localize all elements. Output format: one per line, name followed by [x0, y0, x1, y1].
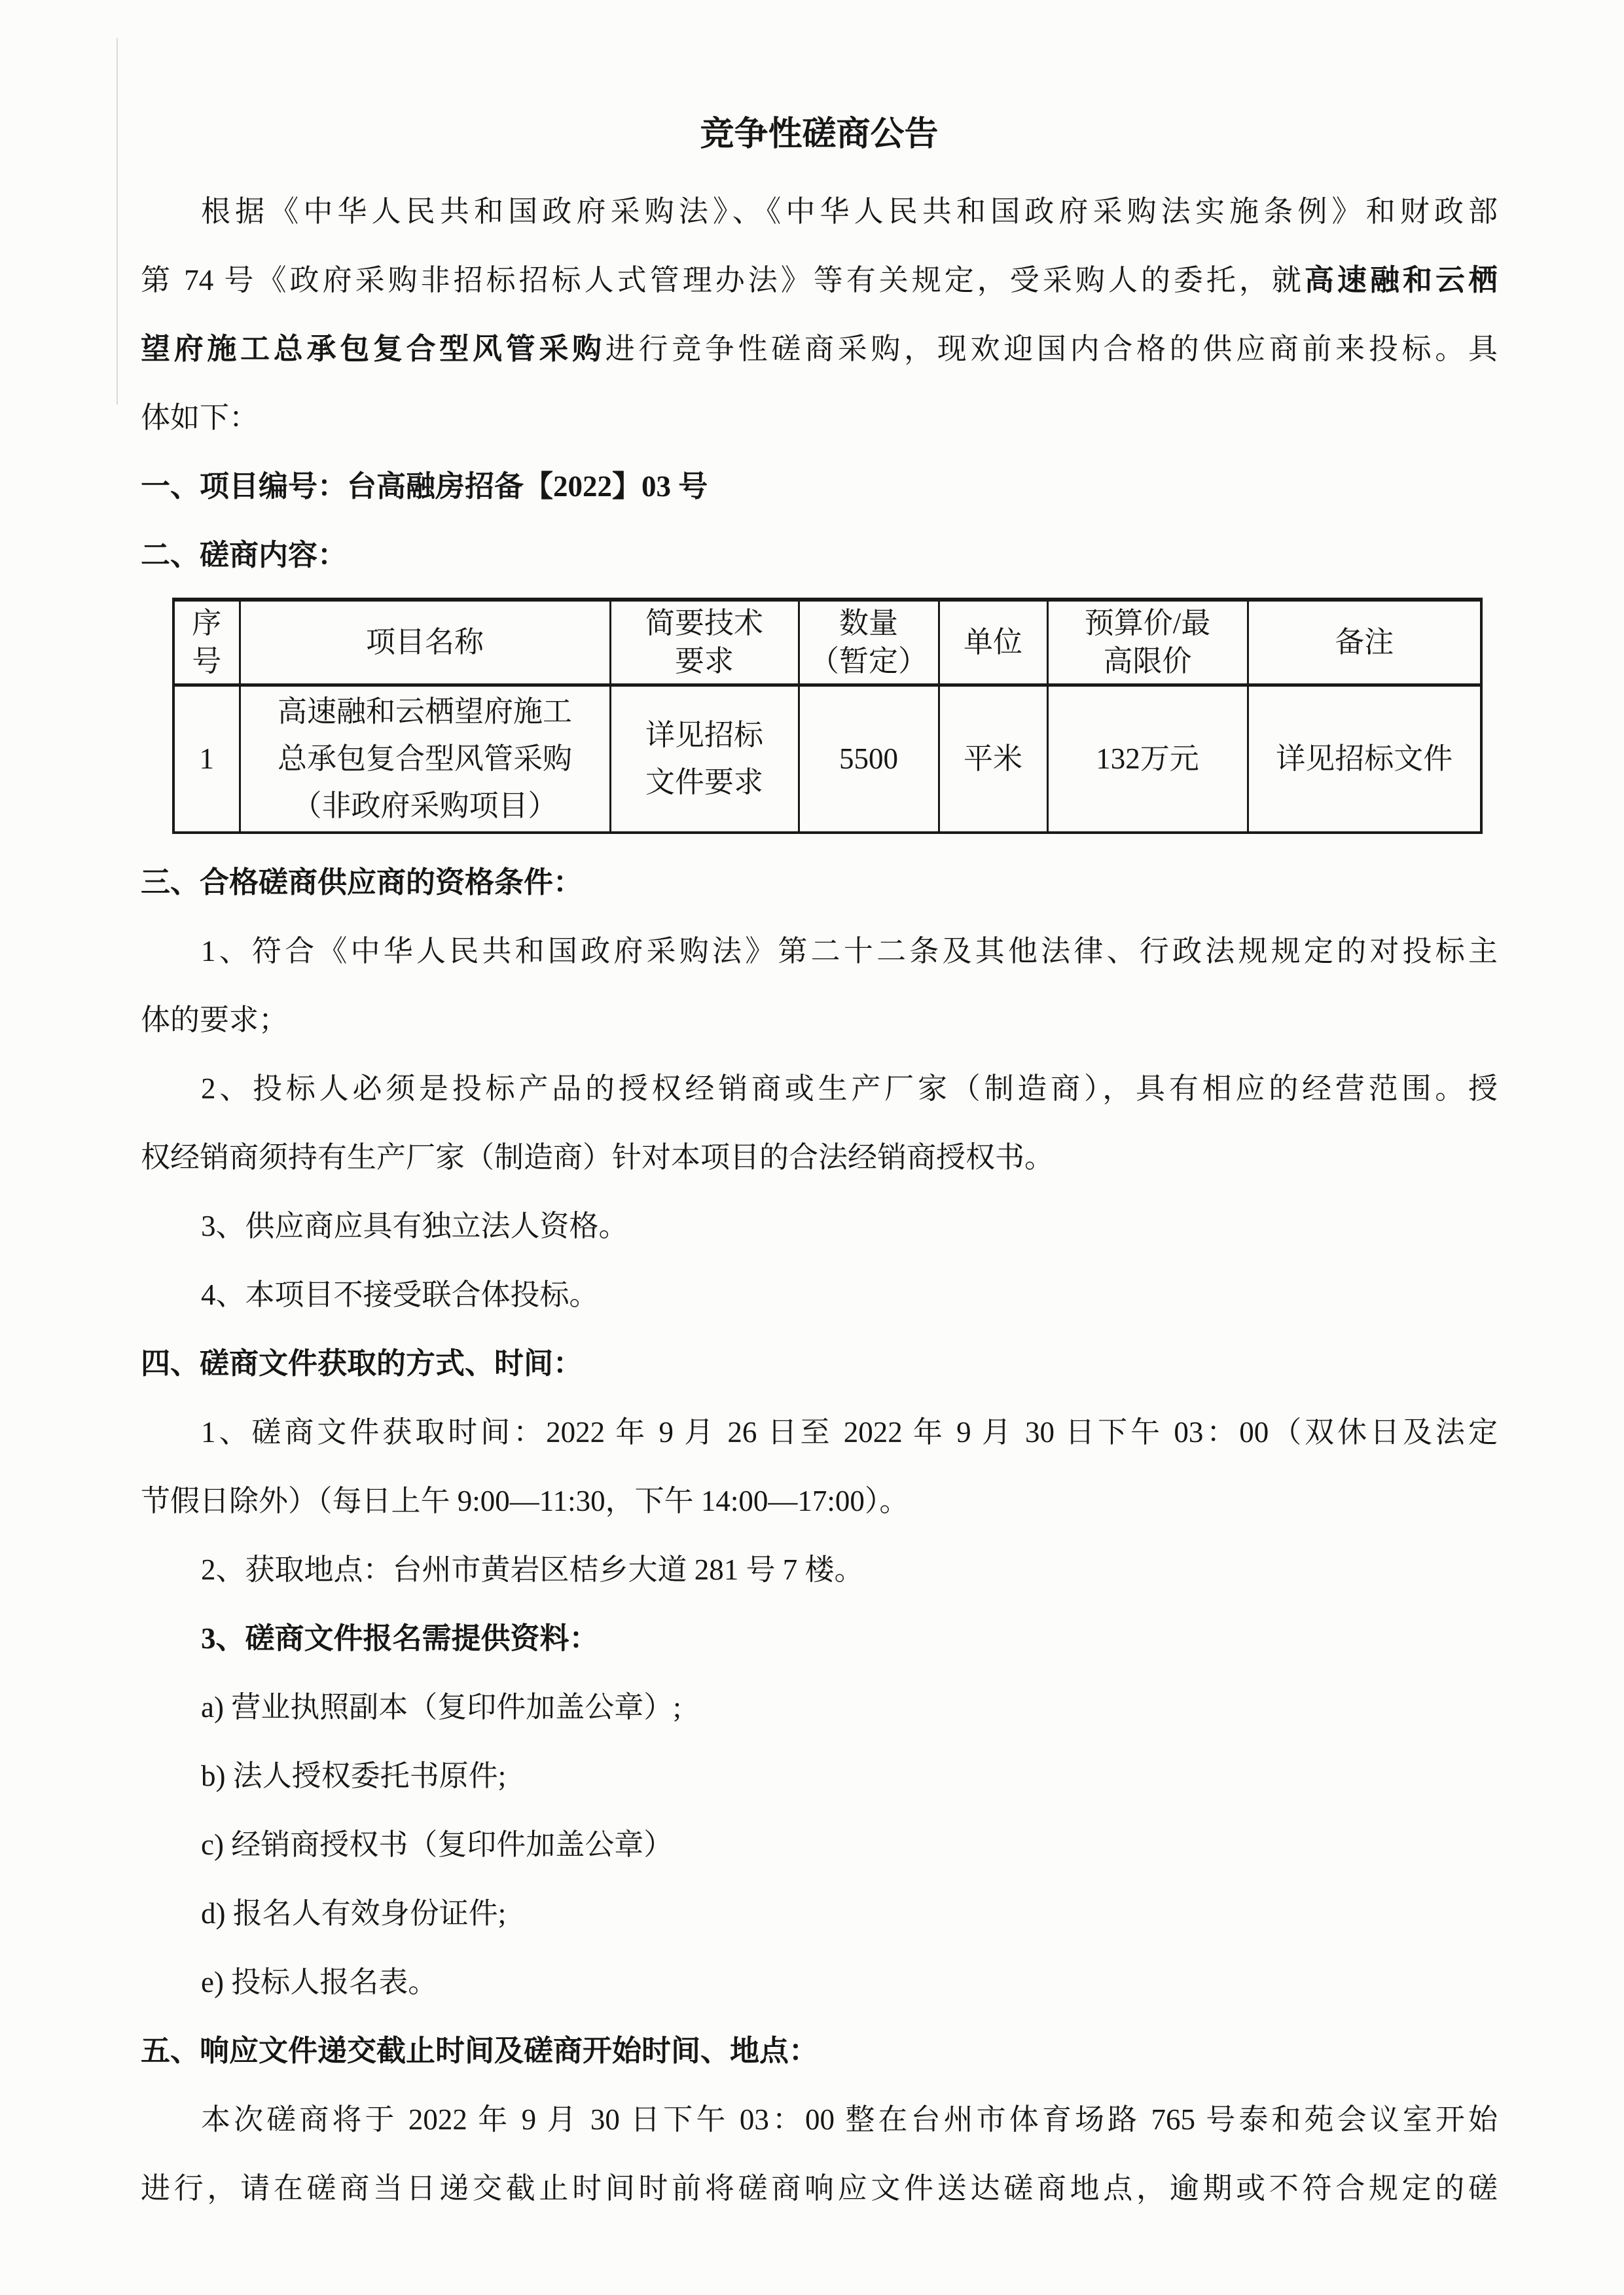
header-quantity	[799, 600, 939, 685]
section5-line2	[141, 2154, 1498, 2223]
intro-text-1: 根据《中华人民共和国政府采购法》、《中华人民共和国政府采购法实施条例》和财政部	[201, 195, 1498, 228]
project-name-line3: （非政府采购项目）	[292, 789, 558, 823]
cell-quantity: 5500	[799, 685, 939, 833]
scan-artifact-line	[117, 38, 118, 405]
tech-req-line1: 详见招标	[645, 719, 763, 752]
section2-heading: 二、磋商内容：	[141, 539, 348, 571]
section3-item4: 4、本项目不接受联合体投标。	[201, 1278, 599, 1311]
project-name-bold-end: 望府施工总承包复合型风管采购	[141, 333, 605, 365]
cell-project-name	[240, 685, 610, 833]
section1-heading: 一、项目编号：台高融房招备【2022】03 号	[141, 470, 708, 503]
header-serial-line1: 序	[192, 607, 222, 640]
list-item-e: e) 投标人报名表。	[201, 1966, 438, 1998]
cell-budget-price: 132万元	[1047, 685, 1248, 833]
section5-heading: 五、响应文件递交截止时间及磋商开始时间、地点：	[141, 2034, 819, 2067]
section3-item1-text: 1、符合《中华人民共和国政府采购法》第二十二条及其他法律、行政法规规定的对投标主	[201, 935, 1498, 967]
section4-item2: 2、获取地点：台州市黄岩区桔乡大道 281 号 7 楼。	[201, 1553, 864, 1586]
header-remarks: 备注	[1248, 600, 1481, 685]
intro-text-2: 第 74 号《政府采购非招标招标人式管理办法》等有关规定，受采购人的委托，就	[141, 264, 1305, 297]
section3-heading: 三、合格磋商供应商的资格条件：	[141, 866, 583, 899]
cell-unit: 平米	[939, 685, 1047, 833]
header-serial-number	[173, 600, 240, 685]
header-serial-line2: 号	[192, 645, 222, 678]
intro-text-3: 进行竞争性磋商采购，现欢迎国内合格的供应商前来投标。具	[605, 333, 1498, 365]
section3-item1-line2: 体的要求；	[141, 1003, 289, 1036]
header-unit: 单位	[939, 600, 1047, 685]
section4-item1-line2: 节假日除外）（每日上午 9:00—11:30，下午 14:00—17:00）。	[141, 1485, 909, 1517]
tech-req-line2: 文件要求	[645, 766, 763, 799]
header-project-name: 项目名称	[240, 600, 610, 685]
header-quantity-line2: （暂定）	[809, 645, 928, 678]
section5-text-2: 进行，请在磋商当日递交截止时间时前将磋商响应文件送达磋商地点，逾期或不符合规定的磋	[141, 2172, 1498, 2205]
table-row	[173, 685, 1481, 833]
section3-item2-line2: 权经销商须持有生产厂家（制造商）针对本项目的合法经销商授权书。	[141, 1141, 1055, 1174]
section3-item2-text: 2、投标人必须是投标产品的授权经销商或生产厂家（制造商），具有相应的经营范围。授	[201, 1072, 1498, 1105]
list-item-b: b) 法人授权委托书原件;	[201, 1760, 507, 1792]
intro-line-3	[141, 315, 1498, 384]
header-budget-price	[1047, 600, 1248, 685]
header-tech-requirements	[610, 600, 799, 685]
page-title: 竞争性磋商公告	[700, 116, 939, 153]
section3-item1-line1	[141, 917, 1498, 986]
header-budget-line2: 高限价	[1103, 645, 1192, 678]
header-quantity-line1: 数量	[839, 607, 898, 640]
intro-line-1	[141, 177, 1498, 246]
header-budget-line1: 预算价/最	[1084, 607, 1211, 640]
list-item-c: c) 经销商授权书（复印件加盖公章）	[201, 1828, 674, 1861]
section4-heading: 四、磋商文件获取的方式、时间：	[141, 1347, 583, 1380]
table-header-row	[173, 600, 1481, 685]
section3-item2-line1	[141, 1055, 1498, 1123]
intro-line-2	[141, 246, 1498, 315]
project-name-line1: 高速融和云栖望府施工	[277, 695, 572, 729]
section4-item1-line1	[141, 1398, 1498, 1467]
section5-line1	[141, 2086, 1498, 2154]
cell-tech-requirements	[610, 685, 799, 833]
cell-remarks: 详见招标文件	[1248, 685, 1481, 833]
project-name-bold-start: 高速融和云栖	[1304, 264, 1498, 297]
section4-sub-heading: 3、磋商文件报名需提供资料：	[201, 1622, 599, 1655]
list-item-a: a) 营业执照副本（复印件加盖公章）;	[201, 1691, 681, 1724]
intro-line-4: 体如下：	[141, 401, 259, 434]
project-name-line2: 总承包复合型风管采购	[277, 742, 572, 776]
header-tech-line1: 简要技术	[645, 607, 763, 640]
procurement-items-table	[172, 598, 1483, 834]
header-tech-line2: 要求	[674, 645, 734, 678]
list-item-d: d) 报名人有效身份证件;	[201, 1897, 507, 1930]
cell-serial-number: 1	[173, 685, 240, 833]
section3-item3: 3、供应商应具有独立法人资格。	[201, 1210, 628, 1242]
section5-text-1: 本次磋商将于 2022 年 9 月 30 日下午 03：00 整在台州市体育场路 765 号泰和苑会议室开始	[201, 2103, 1498, 2136]
section4-item1-text: 1、磋商文件获取时间：2022 年 9 月 26 日至 2022 年 9 月 30 日下午 03：00（双休日及法定	[201, 1416, 1498, 1449]
